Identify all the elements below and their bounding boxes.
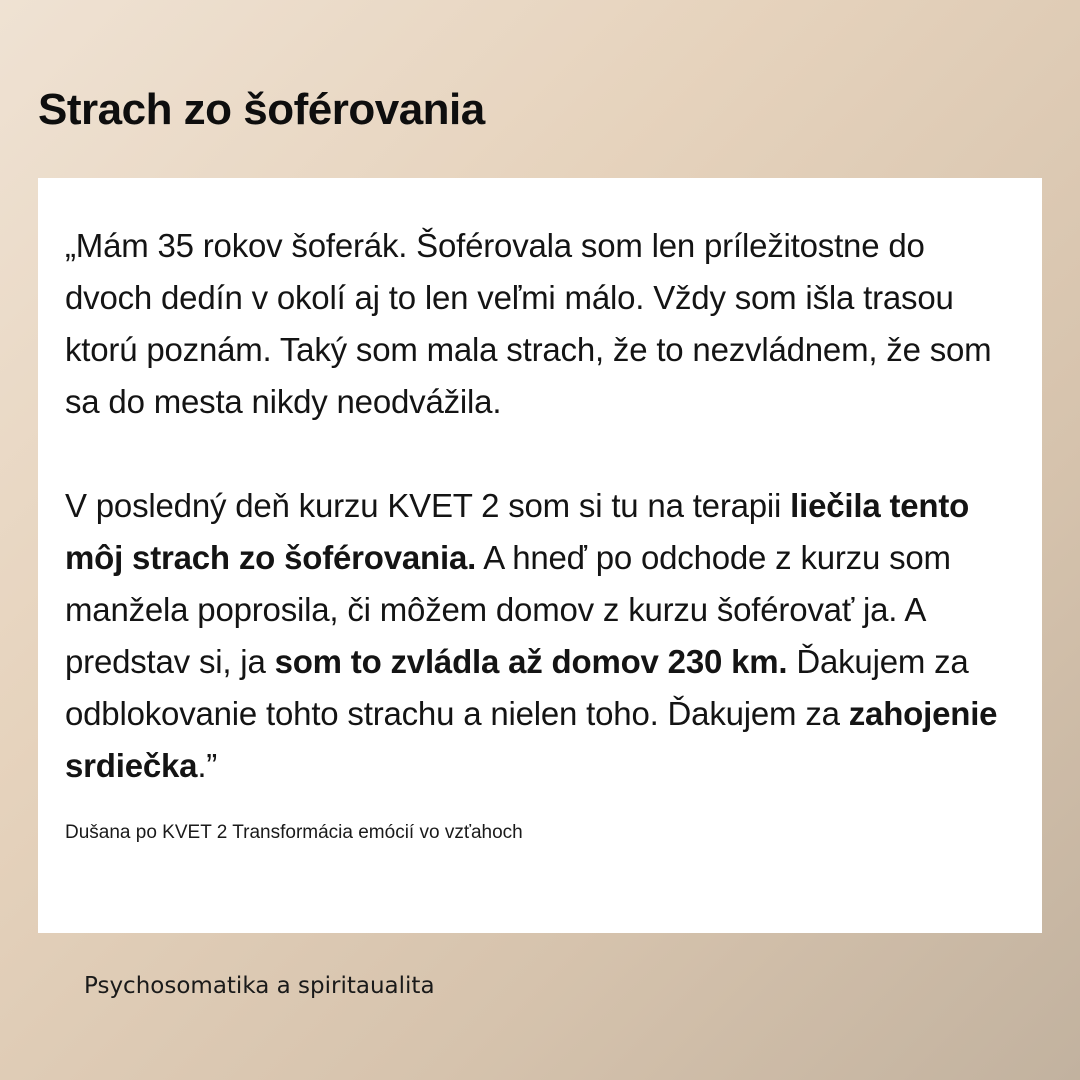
quote-paragraph-1: „Mám 35 rokov šoferák. Šoférovala som len príležitostne do dvoch dedín v okolí aj to len veľmi málo. Vždy som išla trasou ktorú poznám. Taký som mala strach, že to nezvládnem, že som sa do mesta nikdy neodvážila.	[65, 227, 992, 420]
quote-highlight: som to zvládla až domov 230 km.	[274, 643, 788, 680]
quote-highlight: zahojenie srdiečka	[65, 695, 998, 784]
quote-text: .”	[197, 747, 218, 784]
testimonial-card	[38, 178, 1042, 933]
quote-text: V posledný deň kurzu KVET 2 som si tu na terapii	[65, 487, 791, 524]
brand-footer: Psychosomatika a spiritaualita	[84, 973, 435, 999]
testimonial-attribution: Dušana po KVET 2 Transformácia emócií vo vzťahoch	[65, 822, 523, 843]
quote-text: A hneď po odchode z kurzu som manžela poprosila, či môžem domov z kurzu šoférovať ja. A predstav si, ja	[65, 539, 951, 680]
testimonial-quote	[65, 220, 1016, 792]
quote-highlight: liečila tento môj strach zo šoférovania.	[65, 487, 970, 576]
page-title: Strach zo šoférovania	[38, 85, 485, 134]
quote-text: Ďakujem za odblokovanie tohto strachu a nielen toho. Ďakujem za	[65, 643, 969, 732]
quote-paragraph-2	[65, 480, 1016, 792]
